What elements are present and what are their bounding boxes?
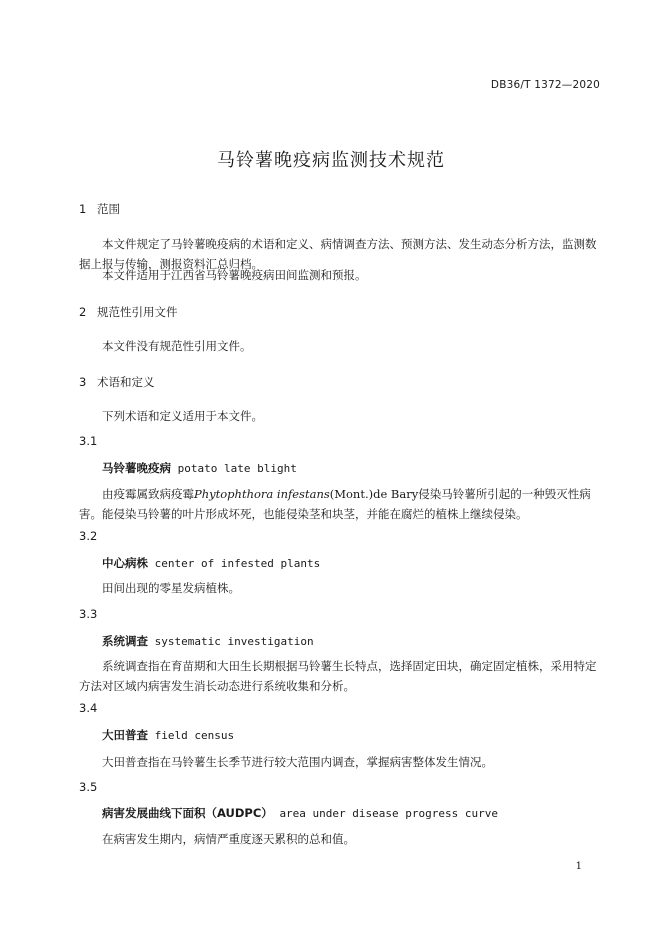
scope-paragraph-1: 本文件规定了马铃薯晚疫病的术语和定义、病情调查方法、预测方法、发生动态分析方法，监测数据上报与传输，测报资料汇总归档。 <box>79 237 597 271</box>
term-entry <box>102 460 297 476</box>
definition-text: (Mont.)de Bary侵染马铃薯所引起的一种毁灭性病害。能侵染马铃薯的叶片形成坏死，也能侵染茎和块茎，并能在腐烂的植株上继续侵染。 <box>79 487 591 521</box>
term-entry <box>102 633 314 649</box>
term-chinese: 大田普查 <box>102 728 148 742</box>
term-english: field census <box>154 729 235 742</box>
references-paragraph: 本文件没有规范性引用文件。 <box>102 339 252 353</box>
term-definition: 大田普查指在马铃薯生长季节进行较大范围内调查，掌握病害整体发生情况。 <box>102 755 493 769</box>
term-number: 3.2 <box>79 529 98 543</box>
term-chinese: 系统调查 <box>102 634 148 648</box>
section-title: 规范性引用文件 <box>97 305 178 319</box>
definition-text: 由疫霉属致病疫霉 <box>102 487 194 501</box>
page-number: 1 <box>575 861 582 872</box>
term-number: 3.1 <box>79 434 98 448</box>
document-title: 马铃薯晚疫病监测技术规范 <box>217 150 445 171</box>
section-number: 1 <box>79 202 87 216</box>
term-definition: 系统调查指在育苗期和大田生长期根据马铃薯生长特点，选择固定田块，确定固定植株，采用特定方法对区域内病害发生消长动态进行系统收集和分析。 <box>79 659 597 693</box>
section-title: 范围 <box>97 202 120 216</box>
term-definition <box>79 484 605 524</box>
term-chinese: 病害发展曲线下面积（AUDPC） <box>102 806 273 820</box>
section-heading-normative-references <box>79 304 178 320</box>
section-heading-terms <box>79 374 155 390</box>
terms-intro-paragraph: 下列术语和定义适用于本文件。 <box>102 409 263 423</box>
term-entry <box>102 805 498 821</box>
section-number: 2 <box>79 305 87 319</box>
term-number: 3.3 <box>79 607 98 621</box>
term-english: systematic investigation <box>154 635 314 648</box>
section-heading-scope <box>79 201 120 217</box>
scope-paragraph-2: 本文件适用于江西省马铃薯晚疫病田间监测和预报。 <box>102 268 367 282</box>
term-english: potato late blight <box>177 462 297 475</box>
term-number: 3.5 <box>79 780 98 794</box>
term-english: center of infested plants <box>154 557 321 570</box>
term-entry <box>102 555 320 571</box>
term-chinese: 中心病株 <box>102 556 148 570</box>
term-definition: 田间出现的零星发病植株。 <box>102 581 240 595</box>
term-chinese: 马铃薯晚疫病 <box>102 461 171 475</box>
term-number: 3.4 <box>79 701 98 715</box>
term-entry <box>102 727 234 743</box>
standard-code: DB36/T 1372—2020 <box>490 79 600 91</box>
section-title: 术语和定义 <box>97 375 155 389</box>
species-name: Phytophthora infestans <box>194 487 330 501</box>
term-definition: 在病害发生期内，病情严重度逐天累积的总和值。 <box>102 832 355 846</box>
section-number: 3 <box>79 375 87 389</box>
term-english: area under disease progress curve <box>279 807 498 820</box>
